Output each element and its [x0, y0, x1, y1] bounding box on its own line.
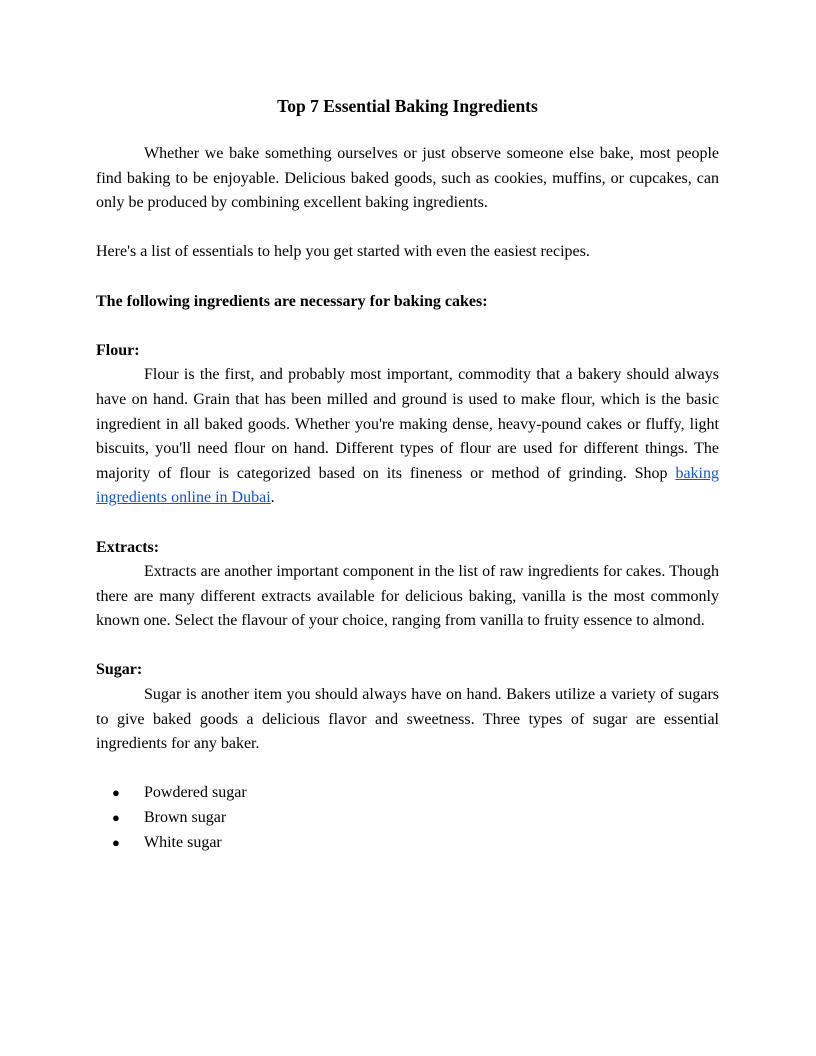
list-item: [96, 831, 719, 856]
list-item-label: White sugar: [144, 833, 222, 851]
spacer: [96, 265, 719, 290]
extracts-paragraph: Extracts are another important component in the list of raw ingredients for cakes. Though there are many different extracts available for delicious baking, vanilla is the most commonly known one. Select the flavour of your choice, ranging from vanilla to fruity essence to almond.: [96, 563, 719, 630]
spacer: [96, 216, 719, 241]
flour-body: Flour is the first, and probably most important, commodity that a bakery should always have on hand. Grain that has been milled and ground is used to make flour, which is the basic ingredient in all baked goods. Whether you're making dense, heavy-pound cakes or fluffy, light biscuits, you'll need flour on hand. Different types of flour are used for different things. The majority of flour is categorized based on its fineness or method of grinding. Shop: [96, 366, 719, 482]
document-page: [96, 94, 719, 855]
list-item: [96, 806, 719, 831]
list-item: [96, 781, 719, 806]
baking-ingredients-link[interactable]: baking ingredients online in Dubai: [96, 464, 719, 507]
intro-paragraph: Whether we bake something ourselves or just observe someone else bake, most people find baking to be enjoyable. Delicious baked goods, such as cookies, muffins, or cupcakes, can only be produced by combining excellent baking ingredients.: [96, 145, 719, 212]
document-title: Top 7 Essential Baking Ingredients: [277, 96, 538, 116]
bullet-icon: ●: [112, 834, 120, 850]
sugar-heading: Sugar:: [96, 661, 143, 679]
flour-heading: Flour:: [96, 341, 140, 359]
list-item-label: Powdered sugar: [144, 784, 247, 802]
sugar-paragraph: Sugar is another item you should always have on hand. Bakers utilize a variety of sugars to give baked goods a delicious flavor and sweetness. Three types of sugar are essential ingredients for any baker.: [96, 686, 719, 753]
spacer: [96, 634, 719, 659]
list-item-label: Brown sugar: [144, 809, 227, 827]
bullet-icon: ●: [112, 810, 120, 826]
list-intro-paragraph: Here's a list of essentials to help you get started with even the easiest recipes.: [96, 243, 590, 261]
sugar-types-list: [96, 781, 719, 855]
flour-after-link: .: [270, 489, 275, 507]
spacer: [96, 511, 719, 536]
bullet-icon: ●: [112, 785, 120, 801]
spacer: [96, 757, 719, 782]
extracts-heading: Extracts:: [96, 538, 160, 556]
flour-paragraph: [96, 363, 719, 511]
section-heading: The following ingredients are necessary for baking cakes:: [96, 292, 488, 310]
spacer: [96, 314, 719, 339]
